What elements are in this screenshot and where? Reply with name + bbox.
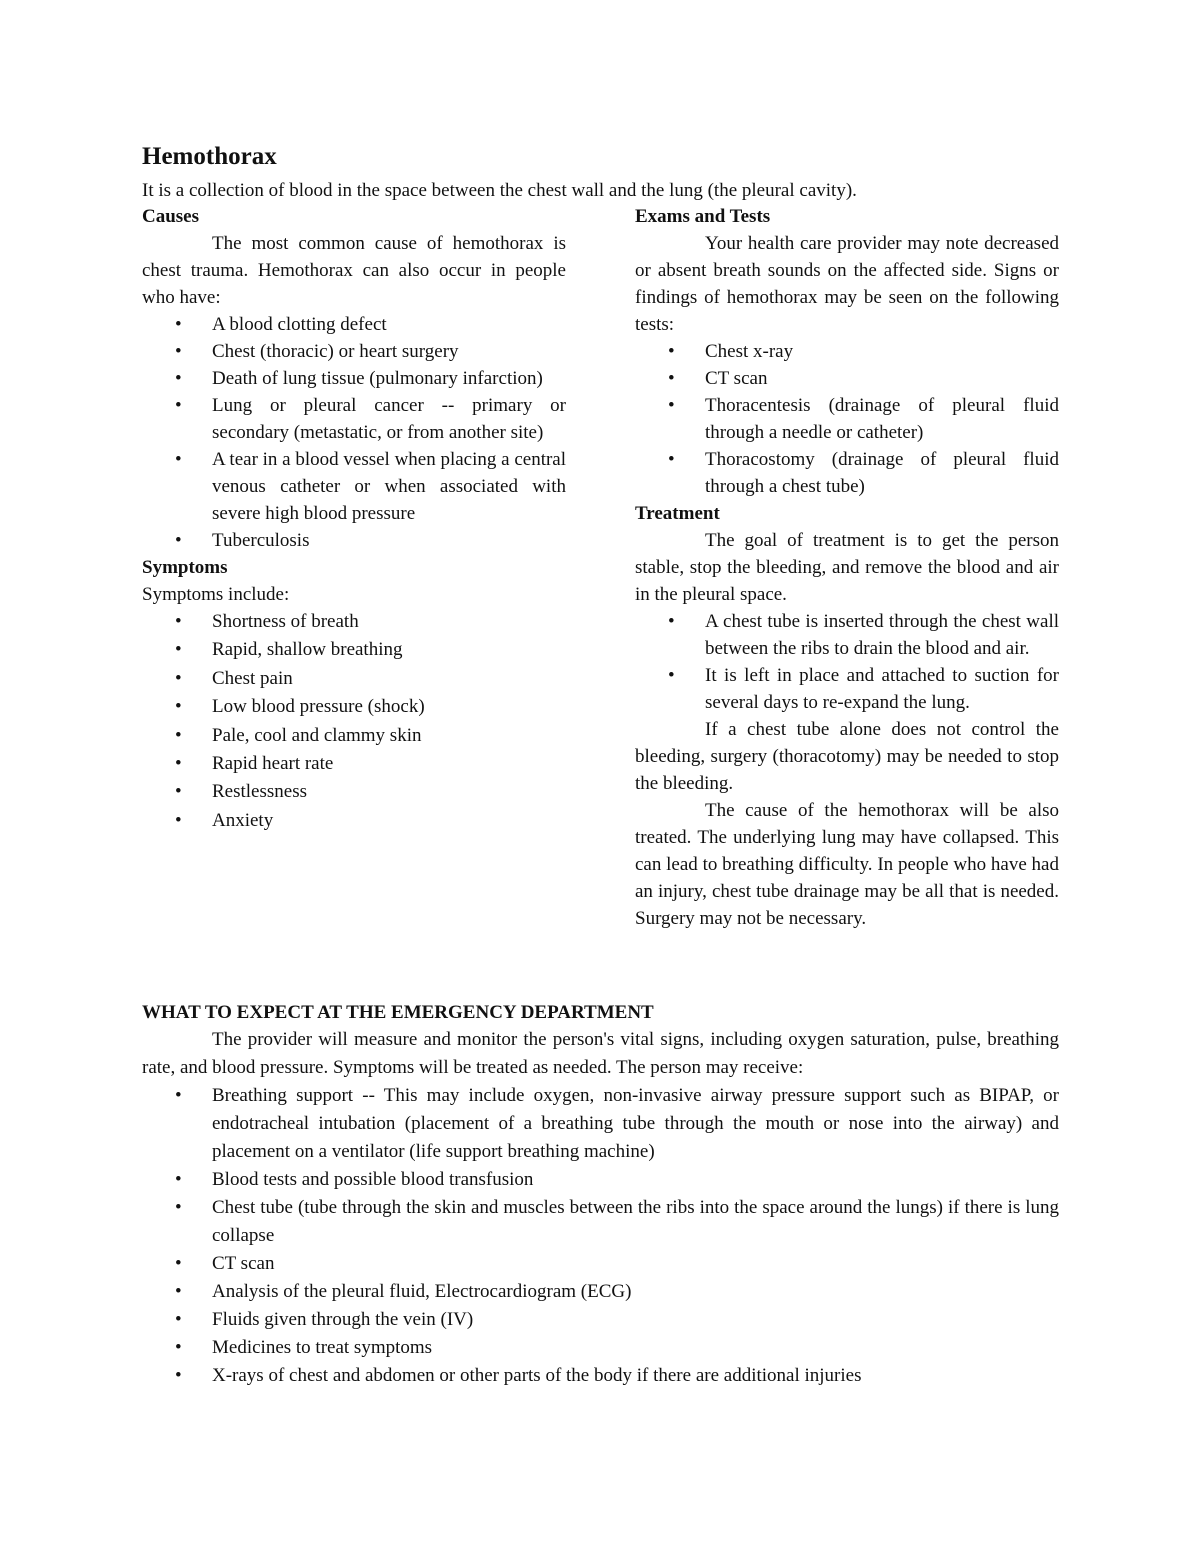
- emergency-section: [142, 1000, 1059, 1390]
- treatment-paragraph-2: If a chest tube alone does not control the bleeding, surgery (thoracotomy) may be needed to stop the bleeding.: [635, 719, 1059, 794]
- intro-text: It is a collection of blood in the space between the chest wall and the lung (the pleural cavity).: [142, 180, 857, 201]
- emergency-list: [142, 1082, 1059, 1390]
- list-item: • Rapid heart rate: [142, 750, 566, 778]
- causes-list: [142, 311, 566, 554]
- emergency-paragraph: The provider will measure and monitor the person's vital signs, including oxygen saturation, pulse, breathing rate, and blood pressure. Symptoms will be treated as needed. The person may receive:: [142, 1029, 1059, 1078]
- list-item: • Low blood pressure (shock): [142, 693, 566, 721]
- list-item: • X-rays of chest and abdomen or other parts of the body if there are additional injuries: [142, 1362, 1059, 1390]
- list-item: • Pale, cool and clammy skin: [142, 722, 566, 750]
- list-item: • Chest pain: [142, 665, 566, 693]
- list-item: • CT scan: [635, 365, 1059, 392]
- list-item: • Restlessness: [142, 778, 566, 806]
- causes-paragraph: The most common cause of hemothorax is chest trauma. Hemothorax can also occur in people who have:: [142, 233, 566, 308]
- exams-heading: Exams and Tests: [635, 206, 771, 227]
- causes-heading: Causes: [142, 206, 200, 227]
- list-item: • Death of lung tissue (pulmonary infarction): [142, 365, 566, 392]
- list-item: • Lung or pleural cancer -- primary or secondary (metastatic, or from another site): [142, 392, 566, 446]
- list-item: • Shortness of breath: [142, 608, 566, 636]
- right-column: [635, 203, 1059, 932]
- symptoms-paragraph: Symptoms include:: [142, 584, 290, 605]
- treatment-paragraph-3: The cause of the hemothorax will be also treated. The underlying lung may have collapsed. This can lead to breathing difficulty. In people who have had an injury, chest tube drainage may be all that is needed. Surgery may not be necessary.: [635, 800, 1059, 929]
- list-item: • Analysis of the pleural fluid, Electrocardiogram (ECG): [142, 1278, 1059, 1306]
- treatment-paragraph: The goal of treatment is to get the person stable, stop the bleeding, and remove the blood and air in the pleural space.: [635, 530, 1059, 605]
- list-item: • A tear in a blood vessel when placing a central venous catheter or when associated with severe high blood pressure: [142, 446, 566, 527]
- symptoms-heading: Symptoms: [142, 557, 228, 578]
- page-title: Hemothorax: [142, 143, 277, 170]
- treatment-heading: Treatment: [635, 503, 720, 524]
- exams-paragraph: Your health care provider may note decreased or absent breath sounds on the affected side. Signs or findings of hemothorax may be seen on the following tests:: [635, 233, 1059, 335]
- left-column: [142, 203, 566, 835]
- symptoms-list: [142, 608, 566, 835]
- list-item: • Thoracostomy (drainage of pleural fluid through a chest tube): [635, 446, 1059, 500]
- list-item: • Anxiety: [142, 807, 566, 835]
- list-item: • Rapid, shallow breathing: [142, 636, 566, 664]
- list-item: • Chest x-ray: [635, 338, 1059, 365]
- list-item: • Breathing support -- This may include oxygen, non-invasive airway pressure support such as BIPAP, or endotracheal intubation (placement of a breathing tube through the mouth or nose into the airway) and placement on a ventilator (life support breathing machine): [142, 1082, 1059, 1166]
- list-item: • Tuberculosis: [142, 527, 566, 554]
- treatment-list: [635, 608, 1059, 716]
- list-item: • Chest (thoracic) or heart surgery: [142, 338, 566, 365]
- list-item: • It is left in place and attached to suction for several days to re-expand the lung.: [635, 662, 1059, 716]
- list-item: • A blood clotting defect: [142, 311, 566, 338]
- emergency-heading: WHAT TO EXPECT AT THE EMERGENCY DEPARTMENT: [142, 1002, 654, 1023]
- list-item: • Thoracentesis (drainage of pleural fluid through a needle or catheter): [635, 392, 1059, 446]
- list-item: • Medicines to treat symptoms: [142, 1334, 1059, 1362]
- list-item: • Fluids given through the vein (IV): [142, 1306, 1059, 1334]
- list-item: • Blood tests and possible blood transfusion: [142, 1166, 1059, 1194]
- list-item: • A chest tube is inserted through the chest wall between the ribs to drain the blood and air.: [635, 608, 1059, 662]
- list-item: • Chest tube (tube through the skin and muscles between the ribs into the space around the lungs) if there is lung collapse: [142, 1194, 1059, 1250]
- list-item: • CT scan: [142, 1250, 1059, 1278]
- exams-list: [635, 338, 1059, 500]
